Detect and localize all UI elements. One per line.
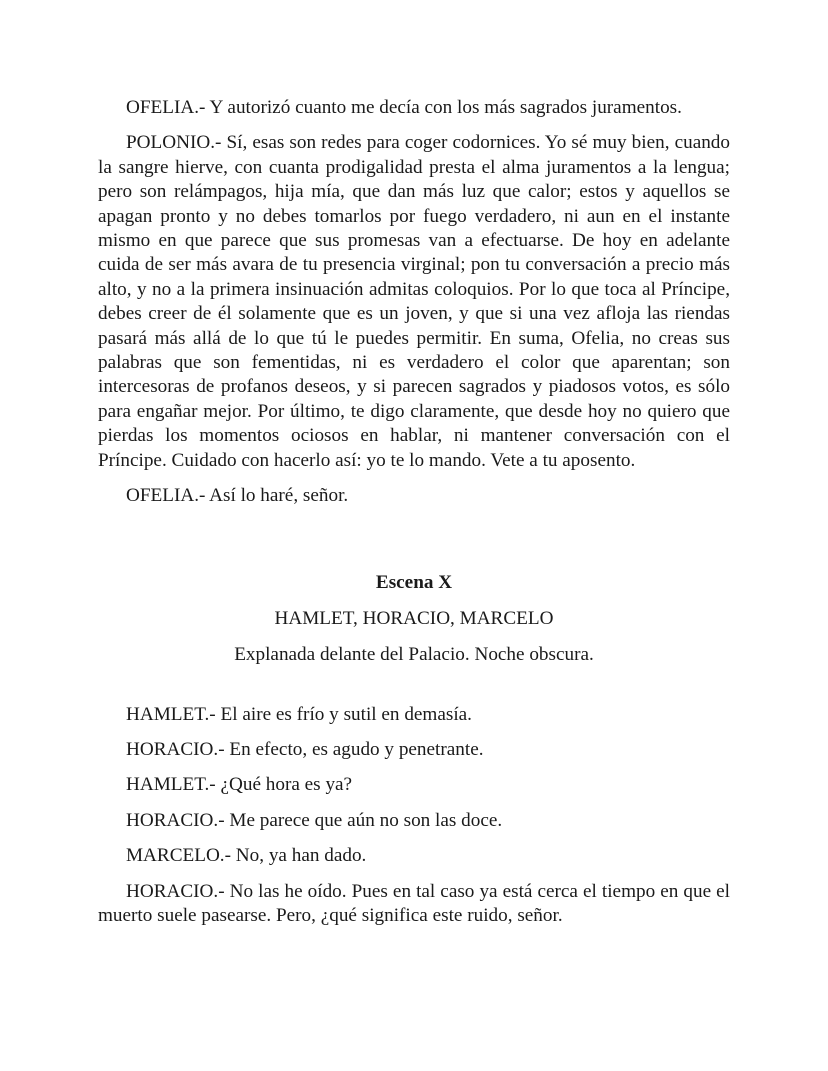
dialogue-line: HORACIO.- No las he oído. Pues en tal caso ya está cerca el tiempo en que el muerto suele pasearse. Pero, ¿qué significa este ruido, señor. (98, 880, 730, 926)
dialogue-line: HORACIO.- En efecto, es agudo y penetrante. (126, 738, 484, 760)
scene-setting: Explanada delante del Palacio. Noche obscura. (234, 643, 594, 665)
dialogue-line: HAMLET.- El aire es frío y sutil en demasía. (126, 703, 472, 725)
document-page (98, 96, 730, 928)
dialogue-line: HAMLET.- ¿Qué hora es ya? (126, 774, 353, 796)
scene-title: Escena X (375, 571, 453, 593)
dialogue-line-ofelia-2: OFELIA.- Así lo haré, señor. (126, 485, 349, 507)
dialogue-line-polonio: POLONIO.- Sí, esas son redes para coger codornices. Yo sé muy bien, cuando la sangre hierve, con cuanta prodigalidad presta el alma juramentos a la lengua; pero son relámpagos, hija mía, que dan más luz que calor; estos y aquellos se apagan pronto y no debes tomarlos por fuego verdadero, ni aun en el instante mismo en que parece que sus promesas van a efectuarse. De hoy en adelante cuida de ser más avara de tu presencia virginal; pon tu conversación a precio más alto, y no a la primera insinuación admitas coloquios. Por lo que toca al Príncipe, debes creer de él solamente que es un joven, y que si una vez afloja las riendas pasará más allá de lo que tú le puedes permitir. En suma, Ofelia, no creas sus palabras que son fementidas, ni es verdadero el color que aparentan; son intercesoras de profanos deseos, y si parecen sagrados y piadosos votos, es sólo para engañar mejor. Por último, te digo claramente, que desde hoy no quiero que pierdas los momentos ociosos en hablar, ni mantener conversación con el Príncipe. Cuidado con hacerlo así: yo te lo mando. Vete a tu aposento. (98, 132, 730, 471)
dialogue-line: MARCELO.- No, ya han dado. (126, 845, 367, 867)
dialogue-line-ofelia-1: OFELIA.- Y autorizó cuanto me decía con los más sagrados juramentos. (126, 97, 682, 118)
dialogue-line: HORACIO.- Me parece que aún no son las doce. (126, 809, 503, 831)
scene-characters: HAMLET, HORACIO, MARCELO (274, 607, 554, 629)
